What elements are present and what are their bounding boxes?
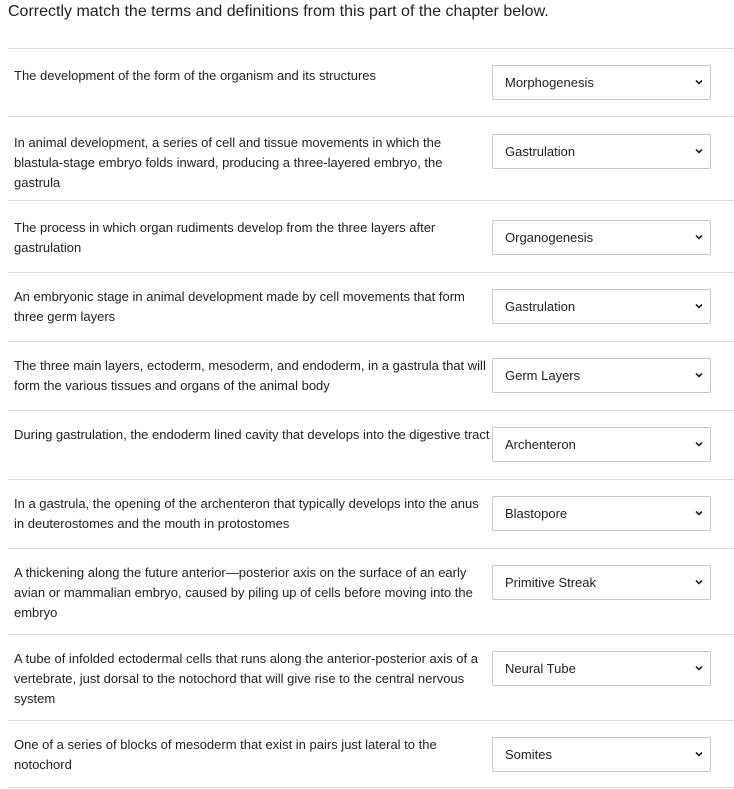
- chevron-down-icon: [694, 439, 704, 449]
- match-row: [8, 48, 734, 117]
- instructions-heading: Correctly match the terms and definitions from this part of the chapter below.: [8, 3, 549, 20]
- selected-term: Gastrulation: [505, 299, 576, 314]
- term-select[interactable]: [492, 65, 711, 100]
- chevron-down-icon: [694, 508, 704, 518]
- match-row: [8, 548, 734, 635]
- definition-text: In a gastrula, the opening of the archenteron that typically develops into the anus in deuterostomes and the mouth in protostomes: [14, 496, 479, 531]
- chevron-down-icon: [694, 146, 704, 156]
- term-select[interactable]: [492, 651, 711, 686]
- selected-term: Blastopore: [505, 506, 568, 521]
- match-row: [8, 634, 734, 721]
- chevron-down-icon: [694, 77, 704, 87]
- selected-term: Germ Layers: [505, 368, 581, 383]
- match-row: [8, 410, 734, 480]
- selected-term: Archenteron: [505, 437, 576, 452]
- definition-text: In animal development, a series of cell and tissue movements in which the blastula-stage embryo folds inward, producing a three-layered embryo, the gastrula: [14, 135, 443, 190]
- term-select[interactable]: [492, 289, 711, 324]
- definition-text: The development of the form of the organism and its structures: [14, 68, 377, 83]
- term-select[interactable]: [492, 427, 711, 462]
- selected-term: Gastrulation: [505, 144, 576, 159]
- term-select[interactable]: [492, 358, 711, 393]
- term-select[interactable]: [492, 220, 711, 255]
- chevron-down-icon: [694, 663, 704, 673]
- selected-term: Somites: [505, 747, 552, 762]
- definition-text: An embryonic stage in animal development made by cell movements that form three germ layers: [14, 289, 465, 324]
- match-row: [8, 479, 734, 549]
- match-row: [8, 720, 734, 788]
- chevron-down-icon: [694, 370, 704, 380]
- definition-text: One of a series of blocks of mesoderm that exist in pairs just lateral to the notochord: [14, 737, 437, 772]
- definition-text: The process in which organ rudiments develop from the three layers after gastrulation: [14, 220, 436, 255]
- selected-term: Organogenesis: [505, 230, 594, 245]
- selected-term: Morphogenesis: [505, 75, 594, 90]
- chevron-down-icon: [694, 749, 704, 759]
- definition-text: The three main layers, ectoderm, mesoderm, and endoderm, in a gastrula that will form the various tissues and organs of the animal body: [14, 358, 486, 393]
- term-select[interactable]: [492, 737, 711, 772]
- match-row: [8, 341, 734, 411]
- chevron-down-icon: [694, 301, 704, 311]
- definition-text: During gastrulation, the endoderm lined cavity that develops into the digestive tract: [14, 427, 490, 442]
- definition-text: A tube of infolded ectodermal cells that runs along the anterior-posterior axis of a vertebrate, just dorsal to the notochord that will give rise to the central nervous system: [14, 651, 478, 706]
- selected-term: Primitive Streak: [505, 575, 597, 590]
- term-select[interactable]: [492, 134, 711, 169]
- term-select[interactable]: [492, 496, 711, 531]
- selected-term: Neural Tube: [505, 661, 576, 676]
- match-row: [8, 116, 734, 201]
- chevron-down-icon: [694, 577, 704, 587]
- match-row: [8, 200, 734, 273]
- chevron-down-icon: [694, 232, 704, 242]
- match-row: [8, 272, 734, 342]
- term-select[interactable]: [492, 565, 711, 600]
- definition-text: A thickening along the future anterior—posterior axis on the surface of an early avian or mammalian embryo, caused by piling up of cells before moving into the embryo: [14, 565, 473, 620]
